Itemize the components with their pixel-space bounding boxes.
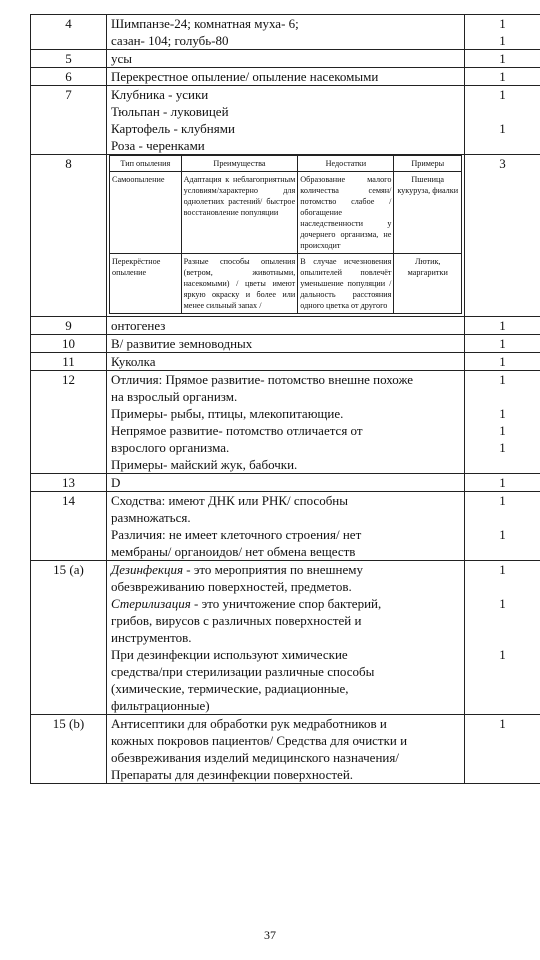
answer-line: размножаться. (111, 510, 191, 525)
score-cell (465, 155, 540, 317)
answer-line: Куколка (111, 354, 156, 369)
answer-line: Антисептики для обработки рук медработников и (111, 716, 387, 731)
answer-cell (107, 715, 465, 784)
score-value: 1 (499, 475, 506, 490)
answer-row (31, 335, 540, 353)
score-cell (465, 86, 540, 155)
score-value: 1 (499, 33, 506, 48)
question-number: 4 (31, 15, 107, 50)
question-number: 11 (31, 353, 107, 371)
score-cell (465, 561, 540, 715)
score-value (469, 103, 536, 120)
question-number: 15 (a) (31, 561, 107, 715)
score-value: 1 (499, 16, 506, 31)
answer-row (31, 86, 540, 155)
question-number: 8 (31, 155, 107, 317)
score-cell (465, 492, 540, 561)
answer-line: Тюльпан - луковицей (111, 104, 229, 119)
answer-text: - это уничтожение спор бактерий, (190, 596, 382, 611)
answer-line: Отличия: Прямое развитие- потомство внешне похоже (111, 372, 414, 387)
score-cell (465, 317, 540, 335)
answer-cell (107, 68, 465, 86)
score-cell (465, 353, 540, 371)
score-value: 1 (499, 354, 506, 369)
answer-cell (107, 86, 465, 155)
answer-line: обезвреживания изделий медицинского назначения/ (111, 750, 399, 765)
score-value: 1 (499, 69, 506, 84)
answer-line: Примеры- майский жук, бабочки. (111, 457, 298, 472)
answer-row (31, 50, 540, 68)
answer-line: мембраны/ органоидов/ нет обмена веществ (111, 544, 356, 559)
pollination-cell: Пшеница кукуруза, фиалки (394, 172, 462, 254)
answer-cell (107, 492, 465, 561)
score-cell (465, 68, 540, 86)
pollination-cell: Адаптация к неблагоприятным условиям/характерно для однолетних растений/ быстрое восстановление популяции (181, 172, 298, 254)
answer-line: Сходства: имеют ДНК или РНК/ способны (111, 493, 348, 508)
pollination-cell: Перекрёстное опыление (110, 254, 182, 314)
answer-row (31, 492, 540, 561)
score-value (469, 766, 536, 783)
score-value (469, 578, 536, 595)
score-value: 1 (499, 423, 506, 438)
score-value (469, 680, 536, 697)
pollination-header-cell: Преимущества (181, 156, 298, 172)
score-value: 1 (499, 647, 506, 662)
answer-cell (107, 317, 465, 335)
answer-cell (107, 335, 465, 353)
pollination-header-cell: Недостатки (298, 156, 394, 172)
answer-line: онтогенез (111, 318, 166, 333)
answer-key-sheet (30, 14, 540, 934)
score-value: 1 (499, 406, 506, 421)
question-number: 5 (31, 50, 107, 68)
pollination-header-cell: Тип опыления (110, 156, 182, 172)
answer-row (31, 715, 540, 784)
question-number: 12 (31, 371, 107, 474)
answer-line: сазан- 104; голубь-80 (111, 33, 229, 48)
pollination-cell: Самоопыление (110, 172, 182, 254)
score-value (469, 663, 536, 680)
answer-table-body (31, 15, 540, 784)
answer-cell (107, 353, 465, 371)
score-cell (465, 371, 540, 474)
score-value (469, 732, 536, 749)
score-value: 1 (499, 318, 506, 333)
score-value: 1 (499, 493, 506, 508)
score-value (469, 137, 536, 154)
answer-line: грибов, вирусов с различных поверхностей и (111, 613, 362, 628)
pollination-cell: В случае исчезновения опылителей повлечёт уменьшение популяции / дальность расстояния одного цветка от другого (298, 254, 394, 314)
answer-row (31, 371, 540, 474)
score-value (469, 509, 536, 526)
question-number: 7 (31, 86, 107, 155)
pollination-header-cell: Примеры (394, 156, 462, 172)
score-value: 1 (499, 87, 506, 102)
score-value: 1 (499, 596, 506, 611)
score-cell (465, 715, 540, 784)
answer-term: Дезинфекция (111, 562, 184, 577)
answer-row (31, 353, 540, 371)
score-value: 1 (499, 121, 506, 136)
page-number: 37 (264, 928, 276, 942)
answer-term: Стерилизация (111, 596, 191, 611)
pollination-table (109, 155, 462, 314)
score-value (469, 749, 536, 766)
pollination-row (110, 254, 462, 314)
answer-line: Примеры- рыбы, птицы, млекопитающие. (111, 406, 344, 421)
answer-cell (107, 561, 465, 715)
pollination-cell: Образование малого количества семян/потомство слабое / обогащение наследственности у дочернего организма, не происходит (298, 172, 394, 254)
answer-row (31, 474, 540, 492)
score-value: 1 (499, 51, 506, 66)
answer-line: При дезинфекции используют химические (111, 647, 348, 662)
answer-line: взрослого организма. (111, 440, 230, 455)
answer-cell (107, 474, 465, 492)
score-value (469, 388, 536, 405)
score-value (469, 697, 536, 714)
answer-line (111, 595, 460, 612)
score-value (469, 612, 536, 629)
answer-row (31, 317, 540, 335)
answer-table (30, 14, 540, 784)
pollination-header-row (110, 156, 462, 172)
score-cell (465, 474, 540, 492)
score-value: 1 (499, 527, 506, 542)
answer-row (31, 15, 540, 50)
answer-text: - это мероприятия по внешнему (183, 562, 363, 577)
score-cell (465, 15, 540, 50)
answer-line (111, 561, 460, 578)
pollination-row (110, 172, 462, 254)
answer-line: Картофель - клубнями (111, 121, 235, 136)
score-value: 1 (499, 562, 506, 577)
answer-line: инструментов. (111, 630, 192, 645)
answer-line: Различия: не имеет клеточного строения/ нет (111, 527, 362, 542)
answer-line: Шимпанзе-24; комнатная муха- 6; (111, 16, 299, 31)
answer-line: кожных покровов пациентов/ Средства для очистки и (111, 733, 408, 748)
score-value (469, 543, 536, 560)
score-cell (465, 50, 540, 68)
answer-line: Непрямое развитие- потомство отличается от (111, 423, 363, 438)
score-value: 1 (499, 372, 506, 387)
answer-line: на взрослый организм. (111, 389, 238, 404)
answer-line: Препараты для дезинфекции поверхностей. (111, 767, 354, 782)
answer-line: В/ развитие земноводных (111, 336, 253, 351)
question-number: 9 (31, 317, 107, 335)
question-number: 14 (31, 492, 107, 561)
answer-line: (химические, термические, радиационные, (111, 681, 349, 696)
pollination-cell: Лютик, маргаритки (394, 254, 462, 314)
question-number: 13 (31, 474, 107, 492)
answer-line: фильтрационные) (111, 698, 210, 713)
answer-line: Перекрестное опыление/ опыление насекомыми (111, 69, 379, 84)
answer-cell (107, 15, 465, 50)
answer-cell (107, 50, 465, 68)
question-number: 6 (31, 68, 107, 86)
answer-line: Роза - черенками (111, 138, 205, 153)
score-value (469, 629, 536, 646)
pollination-cell: Разные способы опыления (ветром, животными, насекомыми) / цветы имеют яркую окраску и более или менее сильный запах / (181, 254, 298, 314)
score-value: 3 (499, 156, 506, 171)
answer-row (31, 68, 540, 86)
answer-line: Клубника - усики (111, 87, 209, 102)
score-value: 1 (499, 716, 506, 731)
answer-line: D (111, 475, 121, 490)
answer-line: усы (111, 51, 133, 66)
answer-cell (107, 155, 465, 317)
answer-line: обезвреживанию поверхностей, предметов. (111, 579, 352, 594)
answer-row (31, 561, 540, 715)
score-value: 1 (499, 336, 506, 351)
score-value: 1 (499, 440, 506, 455)
score-value (469, 456, 536, 473)
answer-cell (107, 371, 465, 474)
score-cell (465, 335, 540, 353)
question-number: 15 (b) (31, 715, 107, 784)
answer-line: средства/при стерилизации различные способы (111, 664, 375, 679)
question-number: 10 (31, 335, 107, 353)
answer-row (31, 155, 540, 317)
